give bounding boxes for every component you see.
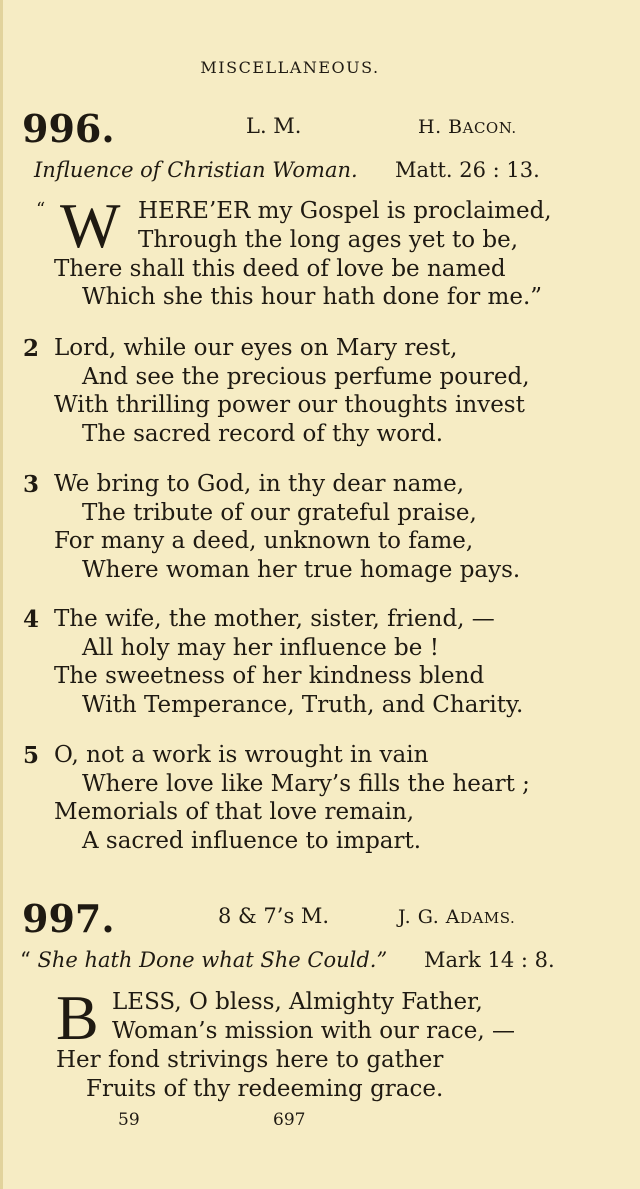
verse-line: Fruits of thy redeeming grace. (86, 1076, 444, 1102)
verse-number: 4 (23, 606, 40, 633)
hymn-number: 996. (22, 106, 115, 151)
verse-line: Lord, while our eyes on Mary rest, (54, 335, 458, 361)
verse-line: There shall this deed of love be named (54, 256, 506, 282)
verse-line: And see the precious perfume poured, (82, 364, 530, 390)
verse-line: Her fond strivings here to gather (56, 1047, 444, 1073)
verse-line: Woman’s mission with our race, — (112, 1018, 515, 1044)
verse-line: The tribute of our grateful praise, (82, 500, 477, 526)
drop-cap: W (60, 190, 121, 261)
verse-line: HERE’ER my Gospel is proclaimed, (138, 198, 552, 224)
drop-cap: B (56, 982, 99, 1053)
verse-number: 3 (23, 471, 40, 498)
verse-line: O, not a work is wrought in vain (54, 742, 429, 768)
verse-line: The sweetness of her kindness blend (54, 663, 485, 689)
verse-line: All holy may her influence be ! (82, 635, 439, 661)
signature-mark: 59 (118, 1110, 140, 1130)
verse-line: Where love like Mary’s fills the heart ; (82, 771, 530, 797)
verse-number: 5 (23, 742, 40, 769)
verse-number: 2 (23, 335, 40, 362)
verse-line: LESS, O bless, Almighty Father, (112, 989, 483, 1015)
scripture-reference: Matt. 26 : 13. (395, 158, 540, 182)
hymn-number: 997. (22, 896, 115, 941)
verse-line: Which she this hour hath done for me.” (82, 284, 543, 310)
verse-line: Memorials of that love remain, (54, 799, 415, 825)
verse-line: With Temperance, Truth, and Charity. (82, 692, 524, 718)
page-edge (0, 0, 3, 1189)
verse-line: With thrilling power our thoughts invest (54, 392, 525, 418)
hymn-author: H. BACON. (418, 116, 517, 138)
verse-line: A sacred influence to impart. (82, 828, 422, 854)
hymn-title: Influence of Christian Woman. (34, 158, 358, 182)
verse-line: The wife, the mother, sister, friend, — (54, 606, 495, 632)
page-number: 697 (273, 1110, 306, 1130)
hymn-author: J. G. ADAMS. (398, 906, 516, 928)
verse-line: Where woman her true homage pays. (82, 557, 521, 583)
hymn-meter: 8 & 7’s M. (218, 904, 330, 928)
hymn-meter: L. M. (246, 114, 302, 138)
verse-line: We bring to God, in thy dear name, (54, 471, 465, 497)
running-head: MISCELLANEOUS. (200, 58, 380, 77)
scripture-reference: Mark 14 : 8. (424, 948, 555, 972)
verse-line: For many a deed, unknown to fame, (54, 528, 474, 554)
opening-quote: “ (36, 199, 46, 220)
verse-line: The sacred record of thy word. (82, 421, 444, 447)
hymn-title: “ She hath Done what She Could.” (20, 948, 388, 972)
verse-line: Through the long ages yet to be, (138, 227, 519, 253)
